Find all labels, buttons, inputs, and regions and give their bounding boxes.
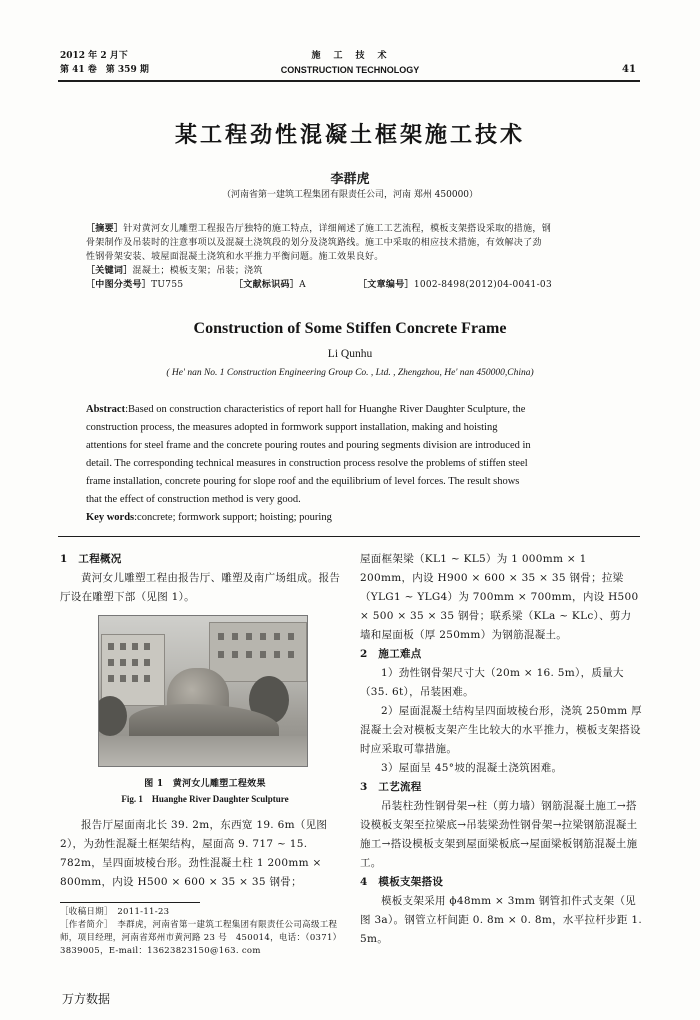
title-cn: 某工程劲性混凝土框架施工技术 — [174, 122, 525, 148]
abstract-en-line: attentions for steel frame and the concrete pouring routes and pouring segments division are introduced in — [86, 440, 531, 451]
abstract-cn-label: ［摘要］ — [86, 224, 124, 234]
author-en: Li Qunhu — [327, 348, 373, 360]
issue-date: 2012 年 2 月下 — [60, 51, 128, 61]
journal-title-cn: 施 工 技 术 — [311, 51, 389, 61]
section-heading: 3 工艺流程 — [360, 781, 422, 793]
author-cn: 李群虎 — [330, 172, 370, 187]
abstract-en-line: detail. The corresponding technical measures in construction process resolve the problems of stiffen steel — [86, 458, 528, 469]
clc-label: ［中图分类号］ — [86, 280, 152, 290]
section-heading: 4 模板支架搭设 — [360, 876, 444, 888]
affiliation-en: ( He' nan No. 1 Construction Engineering Group Co. , Ltd. , Zhengzhou, He' nan 450000,China) — [166, 368, 534, 378]
clc-value: TU755 — [151, 280, 184, 290]
abstract-en — [86, 401, 646, 527]
abstract-cn-line: 骨架制作及吊装时的注意事项以及混凝土浇筑段的划分及浇筑路线。施工中采取的相应技术措施，有效解决了劲 — [86, 238, 542, 248]
journal-title-en: CONSTRUCTION TECHNOLOGY — [280, 65, 420, 75]
article-no-value: 1002-8498(2012)04-0041-03 — [413, 280, 552, 290]
abstract-en-line: construction process, the measures adopted in formwork support installation, making and hoisting — [86, 422, 498, 433]
volume-issue: 第 41 卷 第 359 期 — [60, 65, 149, 75]
figure-1-photo — [98, 615, 308, 767]
building — [209, 622, 307, 682]
keywords-en-label: Key words — [86, 512, 135, 523]
footnote — [60, 906, 350, 958]
left-column-continued — [60, 816, 350, 892]
doc-code-label: ［文献标识码］ — [234, 280, 300, 290]
doc-code-value: A — [299, 280, 306, 290]
abstract-en-line: :Based on construction characteristics of report hall for Huanghe River Daughter Sculpture, the — [125, 404, 526, 415]
figure-1-caption-cn: 图 1 黄河女儿雕塑工程效果 — [144, 779, 266, 789]
abstract-cn-line: 针对黄河女儿雕塑工程报告厅独特的施工特点，详细阐述了施工工艺流程，模板支架搭设采取的措施，钢 — [123, 224, 552, 234]
article-no-label: ［文章编号］ — [358, 280, 414, 290]
paragraph: 屋面框架梁（KL1 ~ KL5）为 1 000mm × 1 200mm，内设 H900 × 600 × 35 × 35 钢骨；拉梁（YLG1 ~ YLG4）为 700mm × 700mm，内设 H500 × 500 × 35 × 35 钢骨；联系梁（KLa ~ KLc）、剪力墙和屋面板（厚 250mm）为钢筋混凝土。 — [360, 553, 639, 641]
received-date: ［收稿日期］ 2011-11-23 — [60, 907, 170, 917]
left-column — [60, 550, 350, 607]
keywords-cn: 混凝土；模板支架；吊装；浇筑 — [132, 266, 263, 276]
paragraph: 黄河女儿雕塑工程由报告厅、雕塑及南广场组成。报告厅设在雕塑下部（见图 1）。 — [60, 572, 341, 603]
right-column — [360, 550, 642, 949]
paragraph: 报告厅屋面南北长 39. 2m，东西宽 19. 6m（见图 2），为劲性混凝土框架结构，屋面高 9. 717 ~ 15. 782m，呈四面坡棱台形。劲性混凝土柱 1 200mm × 800mm，内设 H500 × 600 × 35 × 35 钢骨； — [60, 819, 328, 888]
affiliation-cn: （河南省第一建筑工程集团有限责任公司，河南 郑州 450000） — [221, 190, 479, 200]
paragraph: 3）屋面呈 45°坡的混凝土浇筑困难。 — [381, 762, 563, 774]
abstract-cn-line: 性钢骨架安装、坡屋面混凝土浇筑和水平推力平衡问题。施工效果良好。 — [86, 252, 384, 262]
plaza — [99, 736, 307, 766]
author-bio: ［作者简介］ 李群虎，河南省第一建筑工程集团有限责任公司高级工程师，项目经理，河南省郑州市黄河路 23 号 450014，电话：（0371）3839005，E-mail：13623823150@163. com — [60, 920, 342, 956]
header-rule — [58, 80, 640, 82]
paragraph: 1）劲性钢骨架尺寸大（20m × 16. 5m），质量大（35. 6t），吊装困难。 — [360, 667, 624, 698]
title-en: Construction of Some Stiffen Concrete Frame — [193, 320, 507, 337]
page-number: 41 — [622, 64, 636, 75]
paragraph: 模板支架采用 ϕ48mm × 3mm 钢管扣件式支架（见图 3a）。钢管立杆间距 0. 8m × 0. 8m，水平拉杆步距 1. 5m。 — [360, 895, 642, 945]
keywords-cn-label: ［关键词］ — [86, 266, 133, 276]
tree — [98, 696, 127, 736]
abstract-en-label: Abstract — [86, 404, 126, 415]
footnote-rule — [60, 902, 200, 903]
keywords-en: :concrete; formwork support; hoisting; pouring — [134, 512, 332, 523]
abstract-en-line: frame installation, concrete pouring for slope roof and the equilibrium of level forces. The result shows — [86, 476, 520, 487]
section-heading: 1 工程概况 — [60, 553, 122, 565]
abstract-en-line: that the effect of construction method is very good. — [86, 494, 301, 505]
section-rule — [58, 536, 640, 537]
paragraph: 2）屋面混凝土结构呈四面坡棱台形，浇筑 250mm 厚混凝土会对模板支架产生比较大的水平推力，模板支架搭设时应采取可靠措施。 — [360, 705, 642, 755]
footer-watermark: 万方数据 — [62, 992, 111, 1006]
abstract-cn — [86, 222, 646, 292]
section-heading: 2 施工难点 — [360, 648, 422, 660]
paragraph: 吊装柱劲性钢骨架→柱（剪力墙）钢筋混凝土施工→搭设模板支架至拉梁底→吊装梁劲性钢骨架→拉梁钢筋混凝土施工→搭设模板支架到屋面梁板底→屋面梁板钢筋混凝土施工。 — [360, 800, 638, 869]
figure-1-caption-en: Fig. 1 Huanghe River Daughter Sculpture — [121, 794, 289, 804]
